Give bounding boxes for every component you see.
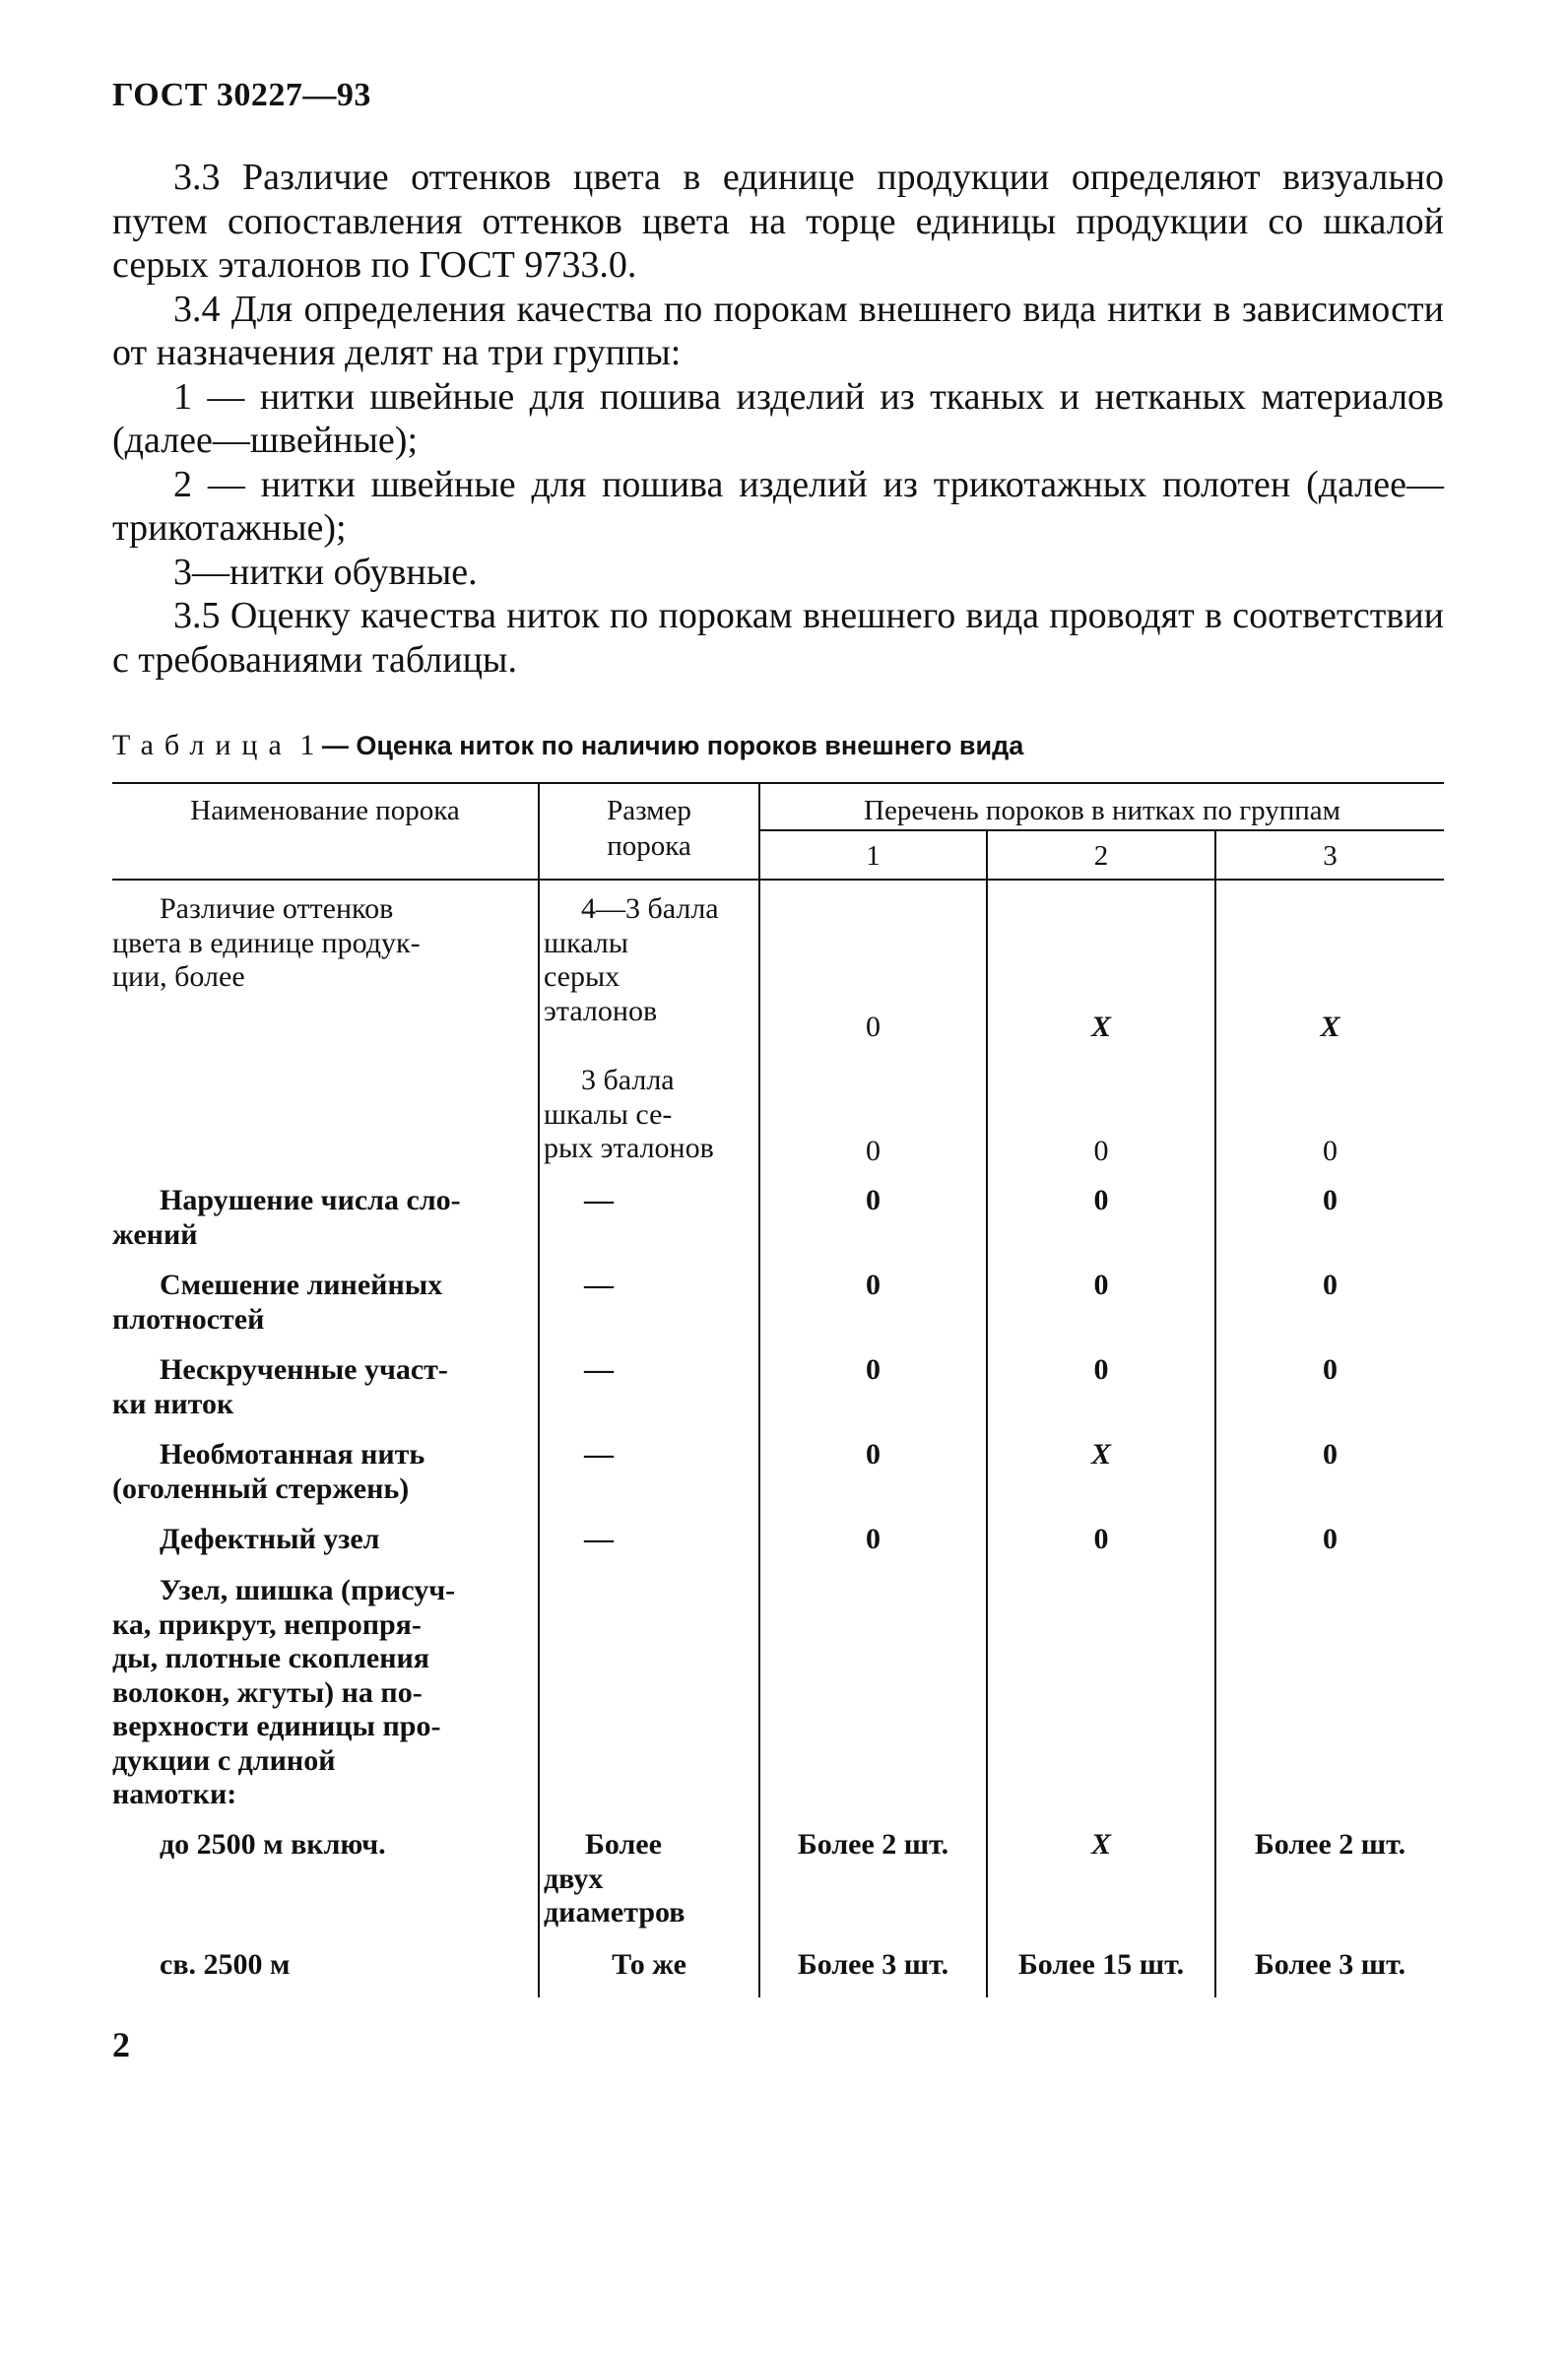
size-line: шкалы <box>544 926 628 959</box>
name-line: волокон, жгуты) на по- <box>112 1675 423 1709</box>
row-1a-group-3: X <box>1320 1011 1340 1043</box>
row-7-name <box>112 1574 536 1812</box>
size-line: шкалы се- <box>544 1097 673 1131</box>
row-3-group-2: 0 <box>1093 1269 1109 1301</box>
header-groups: Перечень пороков в нитках по группам <box>864 795 1340 826</box>
row-1b-size <box>544 1064 756 1166</box>
name-line: (оголенный стержень) <box>112 1472 410 1505</box>
row-4-group-1: 0 <box>866 1353 881 1386</box>
header-defect-name: Наименование порока <box>190 795 460 826</box>
size-line: рых эталонов <box>544 1132 714 1164</box>
row-9-group-2: Более 15 шт. <box>1017 1948 1185 1981</box>
name-line: Необмотанная нить <box>160 1438 425 1471</box>
name-line: цвета в единице продук- <box>112 926 421 959</box>
paragraph-3-5: 3.5 Оценку качества ниток по порокам внешнего вида проводят в соответствии с требованиями таблицы. <box>112 595 1444 681</box>
row-4-size: — <box>584 1353 614 1386</box>
column-divider-1 <box>538 784 540 1997</box>
header-defect-size-line1: Размер <box>607 795 691 826</box>
row-9-group-1: Более 3 шт. <box>797 1948 949 1981</box>
size-line: эталонов <box>544 994 658 1027</box>
row-5-group-2: X <box>1090 1438 1111 1471</box>
row-8-size <box>544 1828 756 1930</box>
row-6-size: — <box>584 1523 614 1555</box>
row-4-group-3: 0 <box>1323 1353 1338 1386</box>
row-2-name <box>112 1184 536 1252</box>
row-3-group-1: 0 <box>866 1269 881 1301</box>
name-line: Нескрученные участ- <box>160 1353 448 1386</box>
row-5-size: — <box>584 1438 614 1471</box>
size-line: 4—3 балла <box>581 892 719 925</box>
table-caption-number: 1 <box>299 729 315 761</box>
row-1b-group-1: 0 <box>866 1135 881 1167</box>
row-1b-group-2: 0 <box>1093 1135 1109 1167</box>
groups-subheader-rule <box>760 829 1444 831</box>
row-2-group-1: 0 <box>866 1184 881 1216</box>
table-caption <box>112 729 1023 762</box>
row-6-name <box>112 1523 536 1557</box>
row-9-size: То же <box>612 1948 686 1981</box>
row-5-group-3: 0 <box>1323 1438 1338 1471</box>
table-top-rule <box>112 782 1444 784</box>
row-6-group-1: 0 <box>866 1523 881 1555</box>
row-2-size: — <box>584 1184 614 1216</box>
page-number: 2 <box>112 2025 130 2064</box>
row-4-name <box>112 1353 536 1421</box>
row-5-group-1: 0 <box>866 1438 881 1471</box>
name-line: плотностей <box>112 1302 265 1336</box>
size-line: Более <box>585 1828 662 1861</box>
row-6-group-3: 0 <box>1323 1523 1338 1555</box>
row-1a-group-1: 0 <box>866 1011 881 1043</box>
header-group-3: 3 <box>1323 840 1338 872</box>
paragraph-group-1: 1 — нитки швейные для пошива изделий из тканых и нетканых материалов (далее—швейные); <box>112 375 1444 461</box>
row-9-name: св. 2500 м <box>160 1948 291 1981</box>
row-8-name: до 2500 м включ. <box>160 1828 386 1861</box>
row-8-group-3: Более 2 шт. <box>1254 1828 1406 1861</box>
name-line: верхности единицы про- <box>112 1710 441 1742</box>
header-defect-size-line2: порока <box>607 830 691 862</box>
row-8-group-2: X <box>1090 1828 1111 1861</box>
name-line: Узел, шишка (присуч- <box>160 1574 456 1606</box>
table-caption-word: Таблица <box>112 729 293 761</box>
name-line: намотки: <box>112 1778 237 1810</box>
table-caption-title: — Оценка ниток по наличию пороков внешнего вида <box>321 731 1024 760</box>
paragraph-group-2: 2 — нитки швейные для пошива изделий из трикотажных полотен (далее—трикотажные); <box>112 463 1444 549</box>
name-line: ды, плотные скопления <box>112 1642 430 1674</box>
column-divider-2 <box>758 784 760 1997</box>
paragraph-group-3: 3—нитки обувные. <box>173 551 478 593</box>
name-line: ки ниток <box>112 1387 234 1420</box>
name-line: жений <box>112 1217 198 1251</box>
row-1-name <box>112 892 536 995</box>
row-5-name <box>112 1438 536 1506</box>
size-line: диаметров <box>544 1896 686 1929</box>
size-line: серых <box>544 960 621 993</box>
name-line: Различие оттенков <box>160 892 394 925</box>
column-divider-3 <box>986 831 988 1997</box>
name-line: Дефектный узел <box>160 1523 380 1555</box>
header-group-1: 1 <box>866 840 881 872</box>
row-4-group-2: 0 <box>1093 1353 1109 1386</box>
row-2-group-2: 0 <box>1093 1184 1109 1216</box>
name-line: дукции с длиной <box>112 1743 336 1777</box>
name-line: Нарушение числа сло- <box>160 1184 461 1216</box>
size-line: двух <box>544 1862 604 1895</box>
header-bottom-rule <box>112 879 1444 881</box>
row-1b-group-3: 0 <box>1323 1135 1338 1167</box>
row-9-group-3: Более 3 шт. <box>1254 1948 1406 1981</box>
row-3-size: — <box>584 1269 614 1301</box>
row-3-name <box>112 1269 536 1337</box>
size-line: 3 балла <box>581 1064 675 1096</box>
name-line: Смешение линейных <box>160 1269 443 1301</box>
name-line: ка, прикрут, непропря- <box>112 1607 422 1641</box>
header-group-2: 2 <box>1093 840 1109 872</box>
paragraph-3-4: 3.4 Для определения качества по порокам внешнего вида нитки в зависимости от назначения делят на три группы: <box>112 288 1444 373</box>
column-divider-4 <box>1214 831 1216 1997</box>
row-3-group-3: 0 <box>1323 1269 1338 1301</box>
body-text <box>112 156 1444 682</box>
row-2-group-3: 0 <box>1323 1184 1338 1216</box>
row-6-group-2: 0 <box>1093 1523 1109 1555</box>
standard-code-header: ГОСТ 30227—93 <box>112 77 371 113</box>
row-1a-group-2: X <box>1090 1011 1111 1043</box>
row-1a-size <box>544 892 756 1028</box>
paragraph-3-3: 3.3 Различие оттенков цвета в единице продукции определяют визуально путем сопоставления оттенков цвета на торце единицы продукции со шкалой серых эталонов по ГОСТ 9733.0. <box>112 157 1444 286</box>
name-line: ции, более <box>112 960 245 993</box>
row-8-group-1: Более 2 шт. <box>797 1828 949 1861</box>
